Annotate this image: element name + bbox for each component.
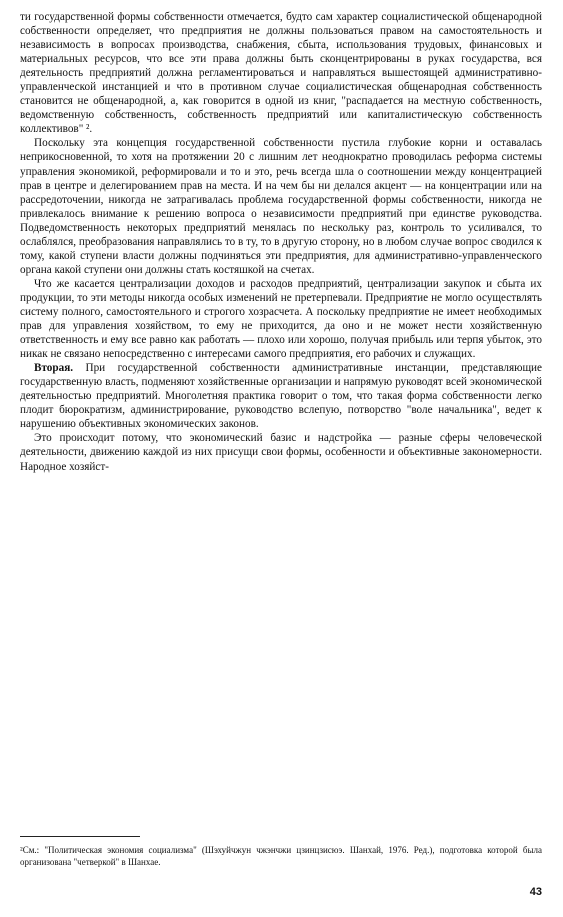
page-number: 43 bbox=[529, 886, 542, 898]
paragraph-concept: Поскольку эта концепция государственной собственности пустила глубокие корни и оставалась неприкосновенной, то хотя на протяжении 20 с лишним лет неоднократно проводилась реформа системы управления экономикой, реформировали и то и это, речь всегда шла о соотношении между концентрацией прав в центре и делегированием прав на места. И на чем бы ни делался акцент — на концентрации или на рассредоточении, никогда не затрагивалась проблема государственной формы собственности, никогда не привлекалось внимание к решению вопроса о независимости предприятий при единстве руководства. Подведомственность некоторых предприятий менялась по нескольку раз, контроль то усиливался, то ослаблялся, преобразования направлялись то в ту, то в другую сторону, но в любом случае вопрос сводился к тому, какой ступени власти должны подчиняться эти предприятия, для административно-управленческого органа какой ступени они должны стать костяшкой на счетах. bbox=[20, 137, 542, 276]
footnote-divider bbox=[20, 836, 140, 837]
document-page bbox=[20, 10, 542, 907]
paragraph-continuation: ти государственной формы собственности отмечается, будто сам характер социалистической общенародной собственности определяет, что предприятия не должны пользоваться правом на самостоятельность и независимость в вопросах производства, снабжения, сбыта, использования трудовых, финансовых и материальных ресурсов, что все эти права должны быть сконцентрированы в руках государства, вся деятельность предприятий должна регламентироваться и направляться вышестоящей административно-управленческой инстанцией и что в противном случае социалистическая общенародная собственность становится не общенародной, а, как говорится в одной из книг, "распадается на местную собственность, ведомственную собственность, собственность предприятий или капиталистическую собственность коллективов" ². bbox=[20, 11, 542, 136]
paragraph-centralization: Что же касается централизации доходов и расходов предприятий, централизации закупок и сбыта их продукции, то эти методы никогда особых изменений не претерпевали. Предприятие не могло осуществлять систему полного, самостоятельного и строгого хозрасчета. А поскольку предприятие не имеет необходимых прав для управления хозяйством, то ему не приходится, да оно и не может нести хозяйственную ответственность и ему все равно как работать — плохо или хорошо, получая прибыль или терпя убыток, это никак не связано непосредственно с интересами самого предприятия, его рабочих и служащих. bbox=[20, 277, 542, 361]
paragraph-lead-word: Вторая. bbox=[34, 362, 74, 375]
footnote: ²См.: "Политическая экономия социализма" (Шэхуйчжун чжэнчжи цзинцзисюэ. Шанхай, 1976. Ред.), подготовка которой была организована "четверкой" в Шанхае. bbox=[20, 845, 542, 867]
paragraph-base-superstructure: Это происходит потому, что экономический базис и надстройка — разные сферы человеческой деятельности, движению каждой из них присущи свои формы, особенности и объективные закономерности. Народное хозяйст- bbox=[20, 432, 542, 473]
paragraph-second bbox=[20, 361, 542, 431]
paragraph-second-text: При государственной собственности административные инстанции, представляющие государственную власть, подменяют хозяйственные организации и напрямую руководят всей экономической деятельностью предприятий. Многолетняя практика говорит о том, что такая форма собственности легко плодит бюрократизм, администрирование, руководство вслепую, потворство "воле начальника", ведет к нарушению объективных экономических законов. bbox=[20, 362, 543, 431]
